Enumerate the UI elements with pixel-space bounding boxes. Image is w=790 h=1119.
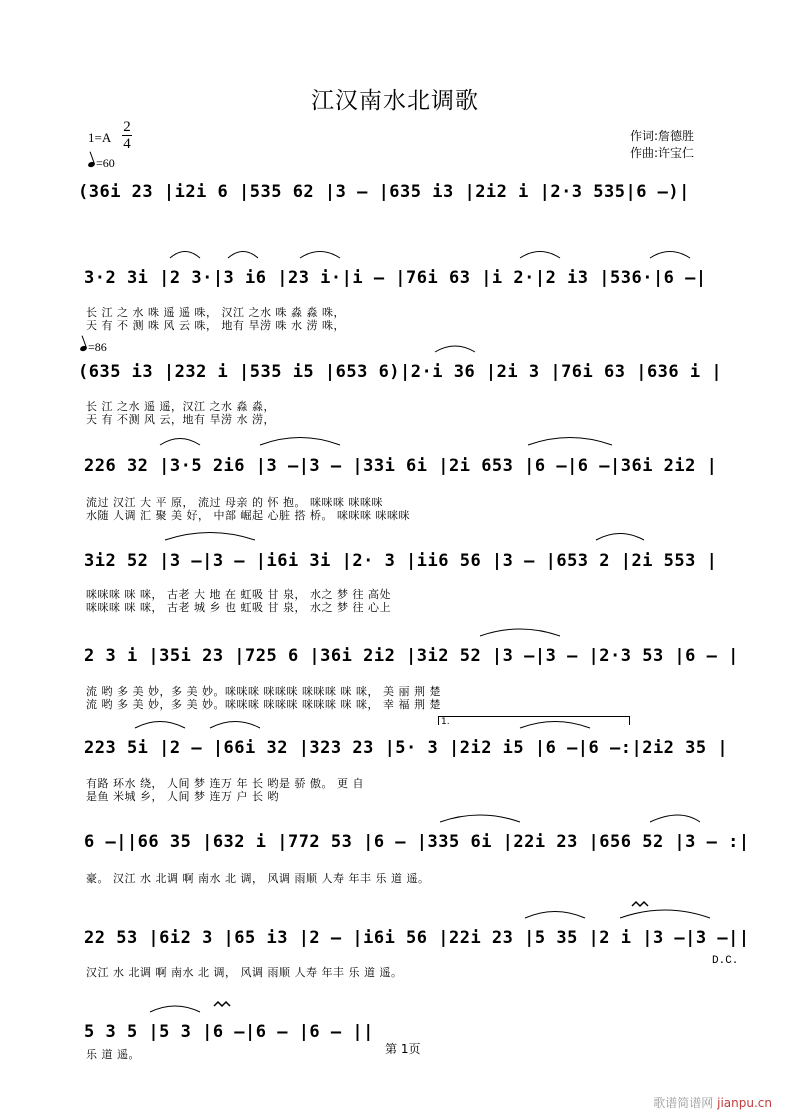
music-row-6: 2 3 i |35i 23 |725 6 |36i 2i2 |3i2 52 |3 –|3 – |2·3 53 |6 – | (84, 646, 739, 666)
lyric-line: 流过 汉江 大 平 原， 流过 母亲 的 怀 抱。 咪咪咪 咪咪咪 (86, 496, 383, 509)
music-row-2: 3·2 3i |2 3·|3 i6 |23 i·|i – |76i 63 |i 2·|2 i3 |536·|6 –| (84, 268, 707, 288)
lyric-line: 咪咪咪 咪 咪， 古老 城 乡 也 虹吸 甘 泉， 水之 梦 往 心上 (86, 601, 391, 614)
time-signature-bottom: 4 (123, 136, 131, 152)
lyric-line: 流 哟 多 美 妙，多 美 妙。咪咪咪 咪咪咪 咪咪咪 咪 咪， 美 丽 荆 楚 (86, 685, 441, 698)
lyrics-row-3 (86, 400, 275, 426)
slur (160, 439, 200, 446)
lyrics-row-2 (86, 306, 345, 332)
lyrics-row-10 (86, 1048, 140, 1061)
song-title: 江汉南水北调歌 (311, 88, 479, 114)
slur (260, 438, 340, 446)
tempo-marking-2 (80, 340, 107, 355)
slur (480, 629, 560, 636)
credits (630, 128, 694, 162)
lyric-line: 水随 人调 汇 聚 美 好， 中部 崛起 心脏 搭 桥。 咪咪咪 咪咪咪 (86, 509, 410, 522)
lyric-line: 有路 环水 绕， 人间 梦 连万 年 长 哟是 骄 傲。 更 自 (86, 777, 364, 790)
slur (300, 252, 340, 259)
time-signature-top: 2 (123, 119, 131, 135)
music-row-7: 223 5i |2 – |66i 32 |323 23 |5· 3 |2i2 i5 |6 –|6 –:|2i2 35 | (84, 738, 729, 758)
music-row-1: (36i 23 |i2i 6 |535 62 |3 – |635 i3 |2i2 i |2·3 535|6 –)| (78, 182, 690, 202)
lyric-line: 长 江 之水 遥 遥，汉江 之水 淼 淼， (86, 400, 275, 413)
slur (528, 438, 612, 446)
music-row-10: 5 3 5 |5 3 |6 –|6 – |6 – || (84, 1022, 374, 1042)
composer: 作曲:许宝仁 (630, 146, 695, 160)
volta-bracket (438, 716, 630, 725)
volta-label: 1. (441, 717, 450, 727)
slur (440, 815, 520, 822)
slur (135, 722, 185, 729)
slur (525, 912, 585, 919)
lyric-line: 天 有 不 测 咮 风 云 咮， 地有 旱涝 咮 水 涝 咮， (86, 319, 345, 332)
lyrics-row-4 (86, 496, 410, 522)
time-signature (122, 120, 132, 151)
lyric-line: 乐 道 遥。 (86, 1048, 140, 1061)
music-row-8: 6 –||66 35 |632 i |772 53 |6 – |335 6i |22i 23 |656 52 |3 – :| (84, 832, 750, 852)
lyric-line: 豪。 汉江 水 北调 啊 南水 北 调， 风调 雨顺 人寿 年丰 乐 道 遥。 (86, 872, 430, 885)
tempo-marking-1 (88, 156, 115, 171)
lyric-line: 咪咪咪 咪 咪， 古老 大 地 在 虹吸 甘 泉， 水之 梦 往 高处 (86, 588, 391, 601)
watermark-url: jianpu.cn (717, 1096, 772, 1110)
tempo-value-1: =60 (96, 156, 115, 170)
slur (210, 722, 260, 729)
lyrics-row-8 (86, 872, 429, 885)
quarter-note-icon (79, 345, 87, 352)
music-row-9: 22 53 |6i2 3 |65 i3 |2 – |i6i 56 |22i 23 |5 35 |2 i |3 –|3 –|| (84, 928, 750, 948)
slur (650, 252, 690, 259)
slur (150, 1006, 200, 1012)
lyrics-row-5 (86, 588, 391, 614)
tempo-value-2: =86 (88, 340, 107, 354)
lyrics-row-9 (86, 966, 402, 979)
music-row-4: 226 32 |3·5 2i6 |3 –|3 – |33i 6i |2i 653 |6 –|6 –|36i 2i2 | (84, 456, 718, 476)
page-number: 第 1页 (385, 1042, 421, 1056)
da-capo-marking: D.C. (712, 955, 739, 967)
lyrics-row-7 (86, 777, 364, 803)
slur (228, 252, 258, 259)
slur (170, 252, 200, 259)
lyrics-row-6 (86, 685, 441, 711)
mordent-icon (632, 902, 648, 906)
watermark (653, 1094, 772, 1111)
mordent-icon (214, 1002, 230, 1006)
watermark-site: 歌谱简谱网 (653, 1096, 714, 1110)
lyricist: 作词:詹德胜 (630, 129, 695, 143)
slur (620, 910, 710, 918)
music-row-3: (635 i3 |232 i |535 i5 |653 6)|2·i 36 |2i 3 |76i 63 |636 i | (78, 362, 723, 382)
lyric-line: 是鱼 米城 乡， 人间 梦 连万 户 长 哟 (86, 790, 279, 803)
slur (520, 252, 560, 259)
lyric-line: 流 哟 多 美 妙，多 美 妙。咪咪咪 咪咪咪 咪咪咪 咪 咪， 幸 福 荆 楚 (86, 698, 441, 711)
lyric-line: 天 有 不测 风 云，地有 旱涝 水 涝， (86, 413, 275, 426)
slur (165, 533, 255, 541)
slur (650, 815, 700, 822)
music-row-5: 3i2 52 |3 –|3 – |i6i 3i |2· 3 |ii6 56 |3 – |653 2 |2i 553 | (84, 551, 718, 571)
lyric-line: 长 江 之 水 咮 遥 遥 咮， 汉江 之水 咮 淼 淼 咮， (86, 306, 345, 319)
quarter-note-icon (87, 161, 95, 168)
slur (596, 534, 644, 541)
slur (435, 346, 475, 352)
lyric-line: 汉江 水 北调 啊 南水 北 调， 风调 雨顺 人寿 年丰 乐 道 遥。 (86, 966, 403, 979)
key-signature: 1=A (88, 130, 112, 145)
